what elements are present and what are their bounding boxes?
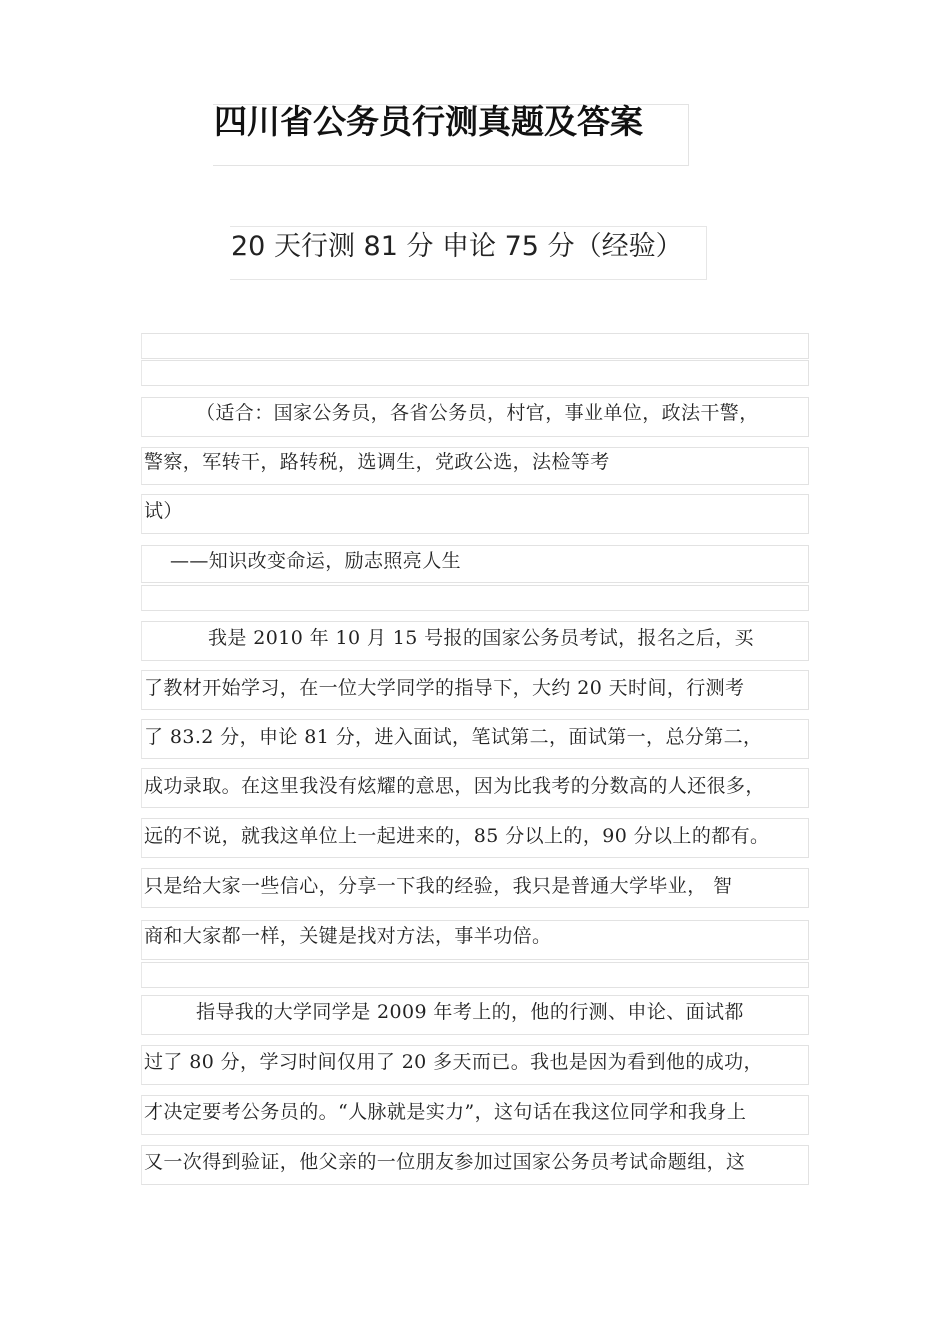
paragraph-line: 指导我的大学同学是 2009 年考上的，他的行测、申论、面试都: [196, 1001, 744, 1023]
scope-line: 试）: [144, 500, 183, 522]
paragraph-line: 成功录取。在这里我没有炫耀的意思，因为比我考的分数高的人还很多，: [144, 775, 765, 797]
paragraph-line: 才决定要考公务员的。“人脉就是实力”，这句话在我这位同学和我身上: [144, 1101, 747, 1123]
paragraph-line: 又一次得到验证，他父亲的一位朋友参加过国家公务员考试命题组，这: [144, 1151, 746, 1173]
scope-line: （适合：国家公务员，各省公务员，村官，事业单位，政法干警，: [196, 402, 759, 424]
paragraph-line: 远的不说，就我这单位上一起进来的，85 分以上的，90 分以上的都有。: [144, 825, 770, 847]
text-cell: [141, 494, 809, 534]
empty-cell: [141, 333, 809, 359]
document-title: 四川省公务员行测真题及答案: [214, 102, 643, 141]
paragraph-line: 只是给大家一些信心，分享一下我的经验，我只是普通大学毕业， 智: [144, 875, 733, 897]
paragraph-line: 了教材开始学习，在一位大学同学的指导下，大约 20 天时间，行测考: [144, 677, 745, 699]
paragraph-line: 过了 80 分，学习时间仅用了 20 多天而已。我也是因为看到他的成功，: [144, 1051, 763, 1073]
paragraph-line: 了 83.2 分，申论 81 分，进入面试，笔试第二，面试第一，总分第二，: [144, 726, 763, 748]
empty-cell: [141, 585, 809, 611]
document-subtitle: 20 天行测 81 分 申论 75 分（经验）: [231, 231, 683, 262]
paragraph-line: 我是 2010 年 10 月 15 号报的国家公务员考试，报名之后，买: [208, 627, 754, 649]
motto: ——知识改变命运，励志照亮人生: [170, 550, 462, 572]
empty-cell: [141, 360, 809, 386]
empty-cell: [141, 962, 809, 988]
paragraph-line: 商和大家都一样，关键是找对方法，事半功倍。: [144, 925, 552, 947]
scope-line: 警察，军转干，路转税，选调生，党政公选，法检等考: [144, 451, 610, 473]
